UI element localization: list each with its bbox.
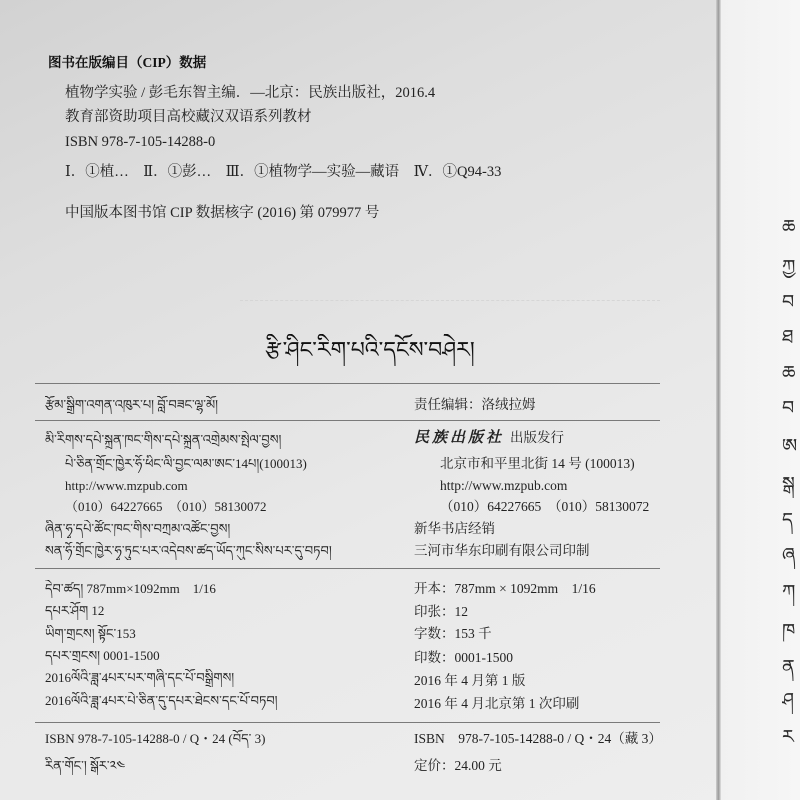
cip-title-line: 植物学实验 / 彭毛东智主编．—北京：民族出版社，2016.4 — [65, 85, 436, 101]
zh-printer: 三河市华东印刷有限公司印制 — [414, 543, 590, 558]
zh-publisher — [414, 429, 714, 447]
rule-before-specs — [35, 568, 660, 569]
bo-isbn: ISBN 978-7-105-14288-0 / Q・24 (བོད་ 3) — [45, 731, 266, 746]
page-edge-shadow — [716, 0, 721, 800]
next-page-glyph: ན — [782, 657, 795, 678]
cip-classification-line: Ⅰ．①植… Ⅱ．①彭… Ⅲ．①植物学—实验—藏语 Ⅳ．①Q94-33 — [65, 164, 502, 180]
bo-address: པེ་ཅིན་གྲོང་ཁྱེར་ཧོ་ཕིང་ལི་བྱང་ལམ་ཨང་14པ།(100013) — [65, 456, 307, 471]
bo-publisher: མི་རིགས་དཔེ་སྐྲུན་ཁང་གིས་དཔེ་སྐྲུན་འགྲེམས་སྤེལ་བྱས། — [45, 432, 282, 447]
rule-after-editor — [35, 420, 660, 421]
next-page-glyph: བ — [782, 398, 795, 419]
next-page-glyph: ཀ — [782, 582, 796, 603]
cip-number-line: 中国版本图书馆 CIP 数据核字 (2016) 第 079977 号 — [65, 205, 380, 221]
zh-isbn: ISBN 978-7-105-14288-0 / Q・24（藏 3） — [414, 731, 662, 746]
bo-phone: （010）64227665 （010）58130072 — [65, 499, 267, 514]
bleed-through-rule — [240, 300, 660, 301]
tibetan-book-title: རྩི་ཤིང་རིག་པའི་དངོས་བཤེར། — [265, 337, 475, 362]
cip-heading: 图书在版编目（CIP）数据 — [48, 55, 207, 70]
zh-format: 开本：787mm × 1092mm 1/16 — [414, 581, 596, 596]
next-page-glyph: ར — [782, 727, 794, 748]
next-page-glyph: སྒ — [782, 474, 795, 495]
next-page-glyph: བ — [782, 292, 795, 313]
zh-sheets: 印张：12 — [414, 604, 468, 619]
bo-word-count: ཡིག་གྲངས། སྟོང་153 — [45, 626, 136, 641]
next-page-glyph: ཆ — [782, 217, 796, 238]
zh-copies: 印数：0001-1500 — [414, 650, 513, 665]
bo-editor: རྩོམ་སྒྲིག་འགན་འཁུར་པ། བློ་བཟང་ལྷ་མོ། — [45, 397, 218, 412]
cip-series-line: 教育部资助项目高校藏汉双语系列教材 — [65, 109, 312, 125]
next-page-glyph: ཆ — [782, 363, 796, 384]
zh-address: 北京市和平里北街 14 号 (100013) — [440, 456, 635, 471]
bo-format: དེབ་ཚད། 787mm×1092mm 1/16 — [45, 581, 216, 596]
bo-price: རིན་གོང་། སྒོར་༢༤ — [45, 758, 126, 773]
bo-copies: དཔར་གྲངས། 0001-1500 — [45, 648, 160, 663]
next-page-glyph: ཞ — [782, 545, 796, 566]
bo-website: http://www.mzpub.com — [65, 478, 188, 493]
bo-printing: 2016ལོའི་ཟླ་4པར་པེ་ཅིན་དུ་དཔར་ཐེངས་དང་པོ་བཏབ། — [45, 693, 278, 708]
cip-isbn-line: ISBN 978-7-105-14288-0 — [65, 134, 216, 150]
publisher-logo: 民族出版社 — [414, 430, 505, 446]
next-page-glyph: ཁ — [782, 621, 796, 642]
next-page-glyph: ཐ — [782, 327, 794, 348]
zh-printing: 2016 年 4 月北京第 1 次印刷 — [414, 696, 580, 711]
zh-phone: （010）64227665 （010）58130072 — [440, 499, 650, 514]
zh-editor: 责任编辑：洛绒拉姆 — [414, 397, 536, 412]
next-page-strip — [720, 0, 800, 800]
bo-edition: 2016ལོའི་ཟླ་4པར་པར་གཞི་དང་པོ་བསྒྲིགས། — [45, 670, 235, 685]
zh-edition: 2016 年 4 月第 1 版 — [414, 673, 526, 688]
zh-price: 定价：24.00 元 — [414, 758, 502, 773]
bo-printer: སན་ཧོ་གྲོང་ཁྱེར་ཧྭ་ཏུང་པར་འདེབས་ཚད་ཡོད་ཀུང་སིས་པར་དུ་བཏབ། — [45, 543, 332, 558]
zh-word-count: 字数：153 千 — [414, 626, 492, 641]
zh-website: http://www.mzpub.com — [440, 478, 568, 493]
next-page-glyph: ཤ — [782, 690, 795, 711]
publisher-suffix: 出版发行 — [510, 430, 565, 445]
rule-top — [35, 383, 660, 384]
bo-sheets: དཔར་ཤོག 12 — [45, 603, 105, 618]
zh-distributor: 新华书店经销 — [414, 521, 495, 536]
bo-distributor: ཞིན་ཧྭ་དཔེ་ཚོང་ཁང་གིས་བཀྲམ་འཚོང་བྱས། — [45, 521, 231, 536]
next-page-glyph: ད — [782, 510, 794, 531]
rule-before-isbn — [35, 722, 660, 723]
next-page-glyph: ཀྱ — [782, 257, 796, 278]
next-page-glyph: ཨ — [782, 436, 798, 457]
